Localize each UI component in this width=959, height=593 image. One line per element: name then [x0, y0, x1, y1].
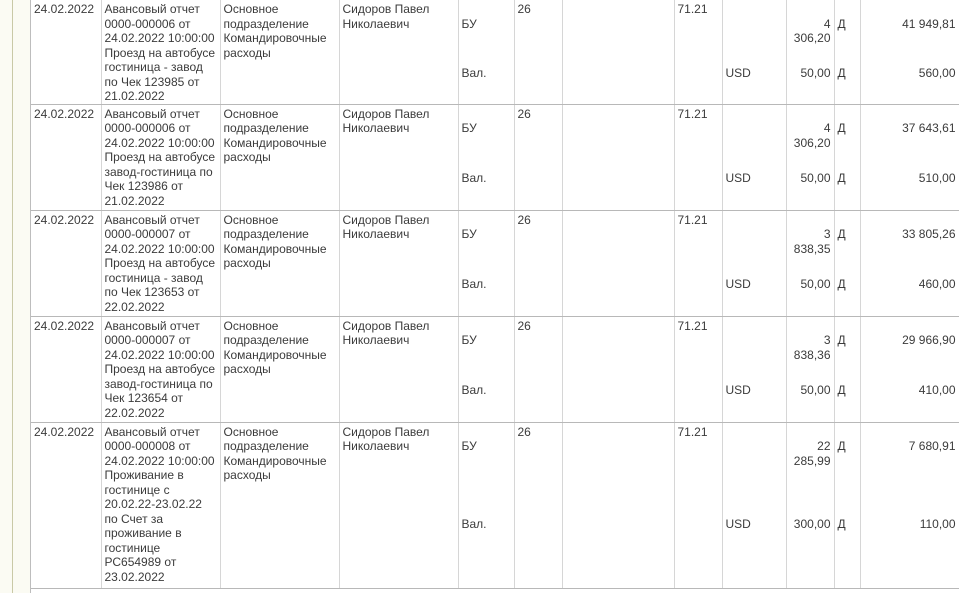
cell-text-document: Авансовый отчет 0000-000006 от 24.02.2022 10:00:00 Проезд на автобусе завод-гостиница по Чек 123986 от 21.02.2022: [104, 106, 216, 208]
cell-text-kind-bottom: Вал.: [461, 516, 487, 531]
cell-text-currency: USD: [725, 66, 751, 80]
cell-text-sign-top: Д: [837, 439, 846, 453]
cell-text-amount: 3 838,35: [793, 227, 831, 256]
cell-date[interactable]: [31, 0, 101, 104]
cell-text-credit-account: 71.21: [677, 2, 708, 16]
table-row[interactable]: [31, 104, 959, 210]
cell-amount[interactable]: [786, 210, 834, 316]
cell-text-sign-top: Д: [837, 16, 846, 31]
cell-person[interactable]: [339, 210, 458, 316]
table-row[interactable]: [31, 422, 959, 588]
cell-text-sign-top: Д: [837, 333, 846, 347]
cell-text-debit-account: 26: [517, 2, 531, 16]
cell-text-document: Авансовый отчет 0000-000007 от 24.02.2022 10:00:00 Проезд на автобусе завод-гостиница по Чек 123654 от 22.02.2022: [104, 318, 216, 420]
cell-text-document: Авансовый отчет 0000-000007 от 24.02.2022 10:00:00 Проезд на автобусе гостиница - завод по Чек 123653 от 22.02.2022: [104, 212, 216, 314]
cell-currency[interactable]: [722, 316, 786, 422]
cell-person[interactable]: [339, 0, 458, 104]
cell-document[interactable]: [101, 316, 220, 422]
grouping-line: [12, 0, 13, 593]
cell-text-sign-top: Д: [837, 121, 846, 135]
cell-currency[interactable]: [722, 104, 786, 210]
cell-subdivision[interactable]: [220, 210, 339, 316]
cell-text-kind-top: БУ: [461, 439, 477, 453]
cell-text-person: Сидоров Павел Николаевич: [342, 318, 430, 347]
cell-amount[interactable]: [786, 104, 834, 210]
cell-text-debit-account: 26: [517, 424, 531, 439]
cell-empty[interactable]: [562, 210, 674, 316]
cell-kind[interactable]: [458, 0, 514, 104]
left-grouping-border: [0, 0, 30, 593]
cell-text-kind-bottom: Вал.: [461, 276, 487, 291]
cell-currency[interactable]: [722, 0, 786, 104]
cell-text-currency-amount: 50,00: [800, 382, 831, 397]
cell-balance[interactable]: [860, 104, 959, 210]
cell-text-subdivision: Основное подразделение Командировочные расходы: [223, 212, 327, 270]
cell-text-document: Авансовый отчет 0000-000006 от 24.02.2022 10:00:00 Проезд на автобусе гостиница - завод по Чек 123985 от 21.02.2022: [104, 2, 216, 103]
cell-text-debit-account: 26: [517, 106, 531, 121]
cell-text-person: Сидоров Павел Николаевич: [342, 212, 430, 241]
cell-sign[interactable]: [834, 0, 860, 104]
cell-text-balance: 33 805,26: [902, 227, 956, 241]
cell-currency[interactable]: [722, 210, 786, 316]
cell-text-currency-balance: 510,00: [918, 170, 956, 185]
cell-text-currency-balance: 460,00: [918, 276, 956, 291]
cell-document[interactable]: [101, 0, 220, 104]
cell-text-currency-balance: 410,00: [918, 382, 956, 397]
cell-text-credit-account: 71.21: [677, 424, 708, 439]
cell-credit-account[interactable]: [674, 422, 722, 588]
cell-text-amount: 4 306,20: [793, 121, 831, 150]
cell-empty[interactable]: [562, 104, 674, 210]
cell-balance[interactable]: [860, 422, 959, 588]
cell-text-kind-bottom: Вал.: [461, 66, 487, 80]
cell-document[interactable]: [101, 104, 220, 210]
cell-empty[interactable]: [562, 422, 674, 588]
cell-balance[interactable]: [860, 316, 959, 422]
cell-text-currency: USD: [725, 170, 751, 185]
cell-text-currency-balance: 110,00: [919, 516, 956, 531]
cell-amount[interactable]: [786, 0, 834, 104]
cell-sign[interactable]: [834, 422, 860, 588]
cell-text-balance: 29 966,90: [902, 333, 956, 347]
cell-debit-account[interactable]: [514, 104, 562, 210]
cell-currency[interactable]: [722, 422, 786, 588]
cell-date[interactable]: [31, 210, 101, 316]
cell-empty[interactable]: [562, 316, 674, 422]
cell-text-amount: 4 306,20: [793, 16, 831, 45]
cell-credit-account[interactable]: [674, 0, 722, 104]
cell-text-debit-account: 26: [517, 318, 531, 333]
cell-sign[interactable]: [834, 210, 860, 316]
cell-text-person: Сидоров Павел Николаевич: [342, 424, 430, 453]
table-row[interactable]: [31, 316, 959, 422]
cell-text-balance: 37 643,61: [902, 121, 956, 135]
cell-text-document: Авансовый отчет 0000-000008 от 24.02.2022 10:00:00 Проживание в гостинице с 20.02.22-23.02.22 по Счет за проживание в гостинице РС654989 от 23.02.2022: [104, 424, 215, 584]
cell-text-subdivision: Основное подразделение Командировочные расходы: [223, 106, 327, 164]
cell-text-amount: 22 285,99: [793, 439, 831, 468]
cell-document[interactable]: [101, 422, 220, 588]
cell-date[interactable]: [31, 422, 101, 588]
cell-text-currency: USD: [725, 276, 751, 291]
cell-document[interactable]: [101, 210, 220, 316]
cell-text-currency-amount: 50,00: [800, 66, 831, 80]
cell-text-currency-amount: 300,00: [793, 516, 831, 531]
cell-text-person: Сидоров Павел Николаевич: [342, 2, 430, 31]
cell-text-kind-bottom: Вал.: [461, 170, 487, 185]
cell-amount[interactable]: [786, 422, 834, 588]
ledger-table: [31, 0, 959, 589]
cell-subdivision[interactable]: [220, 0, 339, 104]
cell-subdivision[interactable]: [220, 316, 339, 422]
cell-kind[interactable]: [458, 104, 514, 210]
cell-text-sign-bottom: Д: [837, 276, 846, 291]
cell-text-credit-account: 71.21: [677, 212, 708, 227]
cell-kind[interactable]: [458, 316, 514, 422]
cell-amount[interactable]: [786, 316, 834, 422]
cell-text-kind-top: БУ: [461, 227, 477, 241]
cell-text-person: Сидоров Павел Николаевич: [342, 106, 430, 135]
table-row[interactable]: [31, 0, 959, 104]
cell-text-date: 24.02.2022: [34, 2, 95, 16]
cell-text-subdivision: Основное подразделение Командировочные расходы: [223, 2, 327, 60]
cell-person[interactable]: [339, 104, 458, 210]
cell-text-currency: USD: [725, 382, 751, 397]
table-row[interactable]: [31, 210, 959, 316]
cell-text-sign-bottom: Д: [837, 170, 846, 185]
cell-text-kind-bottom: Вал.: [461, 382, 487, 397]
cell-subdivision[interactable]: [220, 422, 339, 588]
cell-text-kind-top: БУ: [461, 121, 477, 135]
cell-text-debit-account: 26: [517, 212, 531, 227]
cell-person[interactable]: [339, 316, 458, 422]
cell-text-sign-bottom: Д: [837, 516, 846, 531]
cell-text-subdivision: Основное подразделение Командировочные расходы: [223, 318, 327, 376]
cell-date[interactable]: [31, 316, 101, 422]
cell-debit-account[interactable]: [514, 210, 562, 316]
cell-person[interactable]: [339, 422, 458, 588]
cell-subdivision[interactable]: [220, 104, 339, 210]
cell-debit-account[interactable]: [514, 316, 562, 422]
cell-text-currency-amount: 50,00: [800, 276, 831, 291]
cell-debit-account[interactable]: [514, 0, 562, 104]
cell-text-sign-bottom: Д: [837, 66, 846, 80]
cell-kind[interactable]: [458, 210, 514, 316]
cell-sign[interactable]: [834, 104, 860, 210]
cell-empty[interactable]: [562, 0, 674, 104]
cell-credit-account[interactable]: [674, 210, 722, 316]
cell-text-date: 24.02.2022: [34, 424, 95, 439]
cell-credit-account[interactable]: [674, 316, 722, 422]
cell-text-sign-top: Д: [837, 227, 846, 241]
cell-text-credit-account: 71.21: [677, 106, 708, 121]
cell-text-currency-amount: 50,00: [800, 170, 831, 185]
cell-text-date: 24.02.2022: [34, 318, 95, 333]
cell-kind[interactable]: [458, 422, 514, 588]
cell-text-date: 24.02.2022: [34, 212, 95, 227]
cell-text-credit-account: 71.21: [677, 318, 708, 333]
cell-text-amount: 3 838,36: [793, 333, 831, 362]
cell-debit-account[interactable]: [514, 422, 562, 588]
cell-text-balance: 41 949,81: [902, 16, 956, 31]
cell-balance[interactable]: [860, 0, 959, 104]
cell-text-kind-top: БУ: [461, 16, 477, 31]
cell-text-subdivision: Основное подразделение Командировочные расходы: [223, 424, 327, 482]
cell-text-kind-top: БУ: [461, 333, 477, 347]
cell-credit-account[interactable]: [674, 104, 722, 210]
cell-balance[interactable]: [860, 210, 959, 316]
cell-text-currency: USD: [725, 516, 751, 531]
cell-text-date: 24.02.2022: [34, 106, 95, 121]
cell-text-currency-balance: 560,00: [918, 66, 956, 80]
cell-date[interactable]: [31, 104, 101, 210]
cell-sign[interactable]: [834, 316, 860, 422]
cell-text-balance: 7 680,91: [908, 439, 956, 453]
cell-text-sign-bottom: Д: [837, 382, 846, 397]
